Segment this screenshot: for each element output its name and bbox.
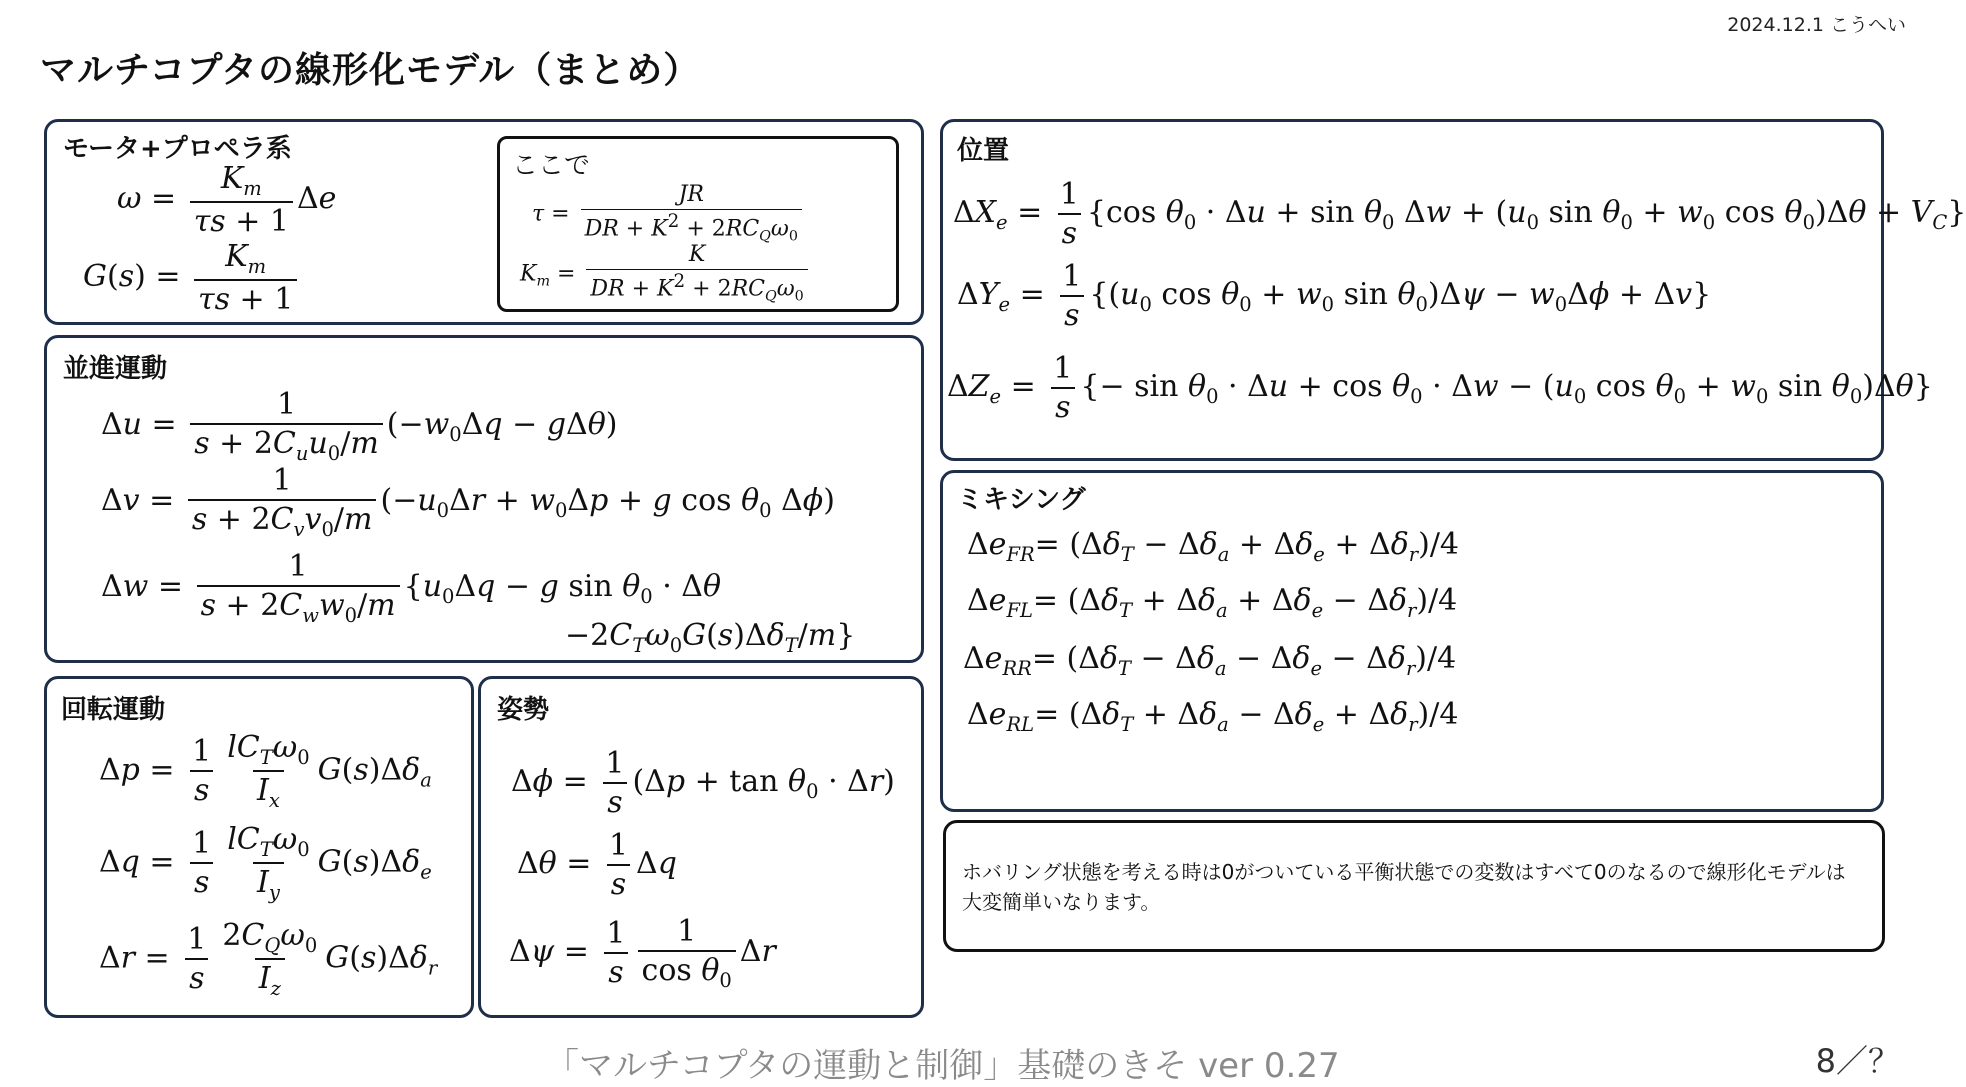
definitions-title: ここで [512, 151, 591, 181]
dpsi-equation: Δψ = $\frac{1}{s}$ $\frac{1}{\cos \theta_0}$ Δr [509, 914, 776, 992]
dq-equation: Δq = $\frac{1}{s}$ $\frac{lC_T\omega_0}{I_y}$ $G(s)\Delta\delta_e$ [99, 822, 432, 905]
translation-panel [44, 335, 924, 663]
translation-panel-title: 並進運動 [63, 354, 168, 384]
gs-equation: G(s) = $\frac{K_m}{\tau s + 1}$ [83, 240, 301, 316]
attitude-panel [478, 676, 924, 1018]
position-panel [940, 119, 1966, 461]
dye-equation: $\Delta Y_e$ = $\frac{1}{s}$ {($u_0$ $\cos \theta_0 + w_0$ $\sin \theta_0)\Delta\psi - w_0\Delta\phi + \Delta v$} [957, 259, 1712, 333]
motor-panel [44, 119, 924, 325]
efr-equation: $\Delta e_{FR}= (\Delta\delta_T - \Delta\delta_a + \Delta\delta_e + \Delta\delta_r)/4$ [967, 527, 1460, 566]
dtheta-equation: Δθ = $\frac{1}{s}$ Δq [517, 828, 677, 902]
attitude-panel-title: 姿勢 [497, 695, 550, 725]
rotation-panel-title: 回転運動 [61, 695, 166, 725]
rotation-panel [44, 676, 474, 1018]
dxe-equation: $\Delta X_e$ = $\frac{1}{s}$ {cos $\theta_0 \cdot \Delta u + \sin \theta_0$ $\Delta w + (u_0$ $\sin \theta_0 + w_0$ $\cos \theta_0)\Delta\theta + V_C$} [953, 177, 1966, 251]
dw-equation-cont: $-2C_T\omega_0G(s)\Delta\delta_T/m$} [565, 618, 856, 657]
date-label: 2024.12.1 こうへい [1727, 14, 1906, 36]
erl-equation: $\Delta e_{RL}= (\Delta\delta_T + \Delta\delta_a - \Delta\delta_e + \Delta\delta_r)/4$ [967, 697, 1459, 736]
tau-definition: τ = $\frac{JR}{DR + K^2 + 2RC_Q\omega_0}$ [532, 183, 806, 246]
err-equation: $\Delta e_{RR}= (\Delta\delta_T - \Delta\delta_a - \Delta\delta_e - \Delta\delta_r)/4$ [963, 641, 1457, 680]
dp-equation: Δp = $\frac{1}{s}$ $\frac{lC_T\omega_0}{I_x}$ $G(s)\Delta\delta_a$ [99, 730, 432, 813]
motor-panel-title: モータ+プロペラ系 [63, 134, 292, 164]
position-panel-title: 位置 [957, 136, 1010, 166]
dv-equation: Δv = $\frac{1}{s + 2C_vv_0/m}$ ($-u_0\Delta r + w_0\Delta p + g$ $\cos \theta_0$ Δϕ) [101, 463, 835, 541]
definitions-box [497, 136, 899, 312]
footer-title: 「マルチコプタの運動と制御」基礎のきそ ver 0.27 [545, 1046, 1340, 1086]
page-title: マルチコプタの線形化モデル（まとめ） [40, 50, 701, 91]
dw-equation: Δw = $\frac{1}{s + 2C_ww_0/m}$ {$u_0\Delta q - g$ $\sin \theta_0 \cdot \Delta\theta$ [101, 549, 722, 627]
du-equation: Δu = $\frac{1}{s + 2C_uu_0/m}$ $(-w_0\Delta q - g\Delta\theta)$ [101, 387, 618, 465]
dphi-equation: Δϕ = $\frac{1}{s}$ $(\Delta p + \tan \theta_0 \cdot \Delta r)$ [511, 746, 895, 820]
omega-equation: ω = $\frac{K_m}{\tau s + 1}$ Δe [117, 161, 337, 240]
dr-equation: Δr = $\frac{1}{s}$ $\frac{2C_Q\omega_0}{I_z}$ $G(s)\Delta\delta_r$ [99, 918, 438, 1001]
dze-equation: $\Delta Z_e$ = $\frac{1}{s}$ {− $\sin \theta_0 \cdot \Delta u + \cos \theta_0 \cdot \Delta w - (u_0$ $\cos \theta_0 + w_0$ $\sin \theta_0)\Delta\theta$} [947, 351, 1933, 425]
mixing-panel-title: ミキシング [957, 485, 1086, 515]
efl-equation: $\Delta e_{FL}= (\Delta\delta_T + \Delta\delta_a + \Delta\delta_e - \Delta\delta_r)/4$ [967, 583, 1458, 622]
page-number: 8／？ [1815, 1042, 1900, 1080]
km-definition: $K_m$ = $\frac{K}{DR + K^2 + 2RC_Q\omega_0}$ [520, 243, 812, 306]
mixing-panel [940, 470, 1884, 812]
note-text: ホバリング状態を考える時は0がついている平衡状態での変数はすべて0のなるので線形化モデルは大変簡単いなります。 [962, 860, 1846, 914]
